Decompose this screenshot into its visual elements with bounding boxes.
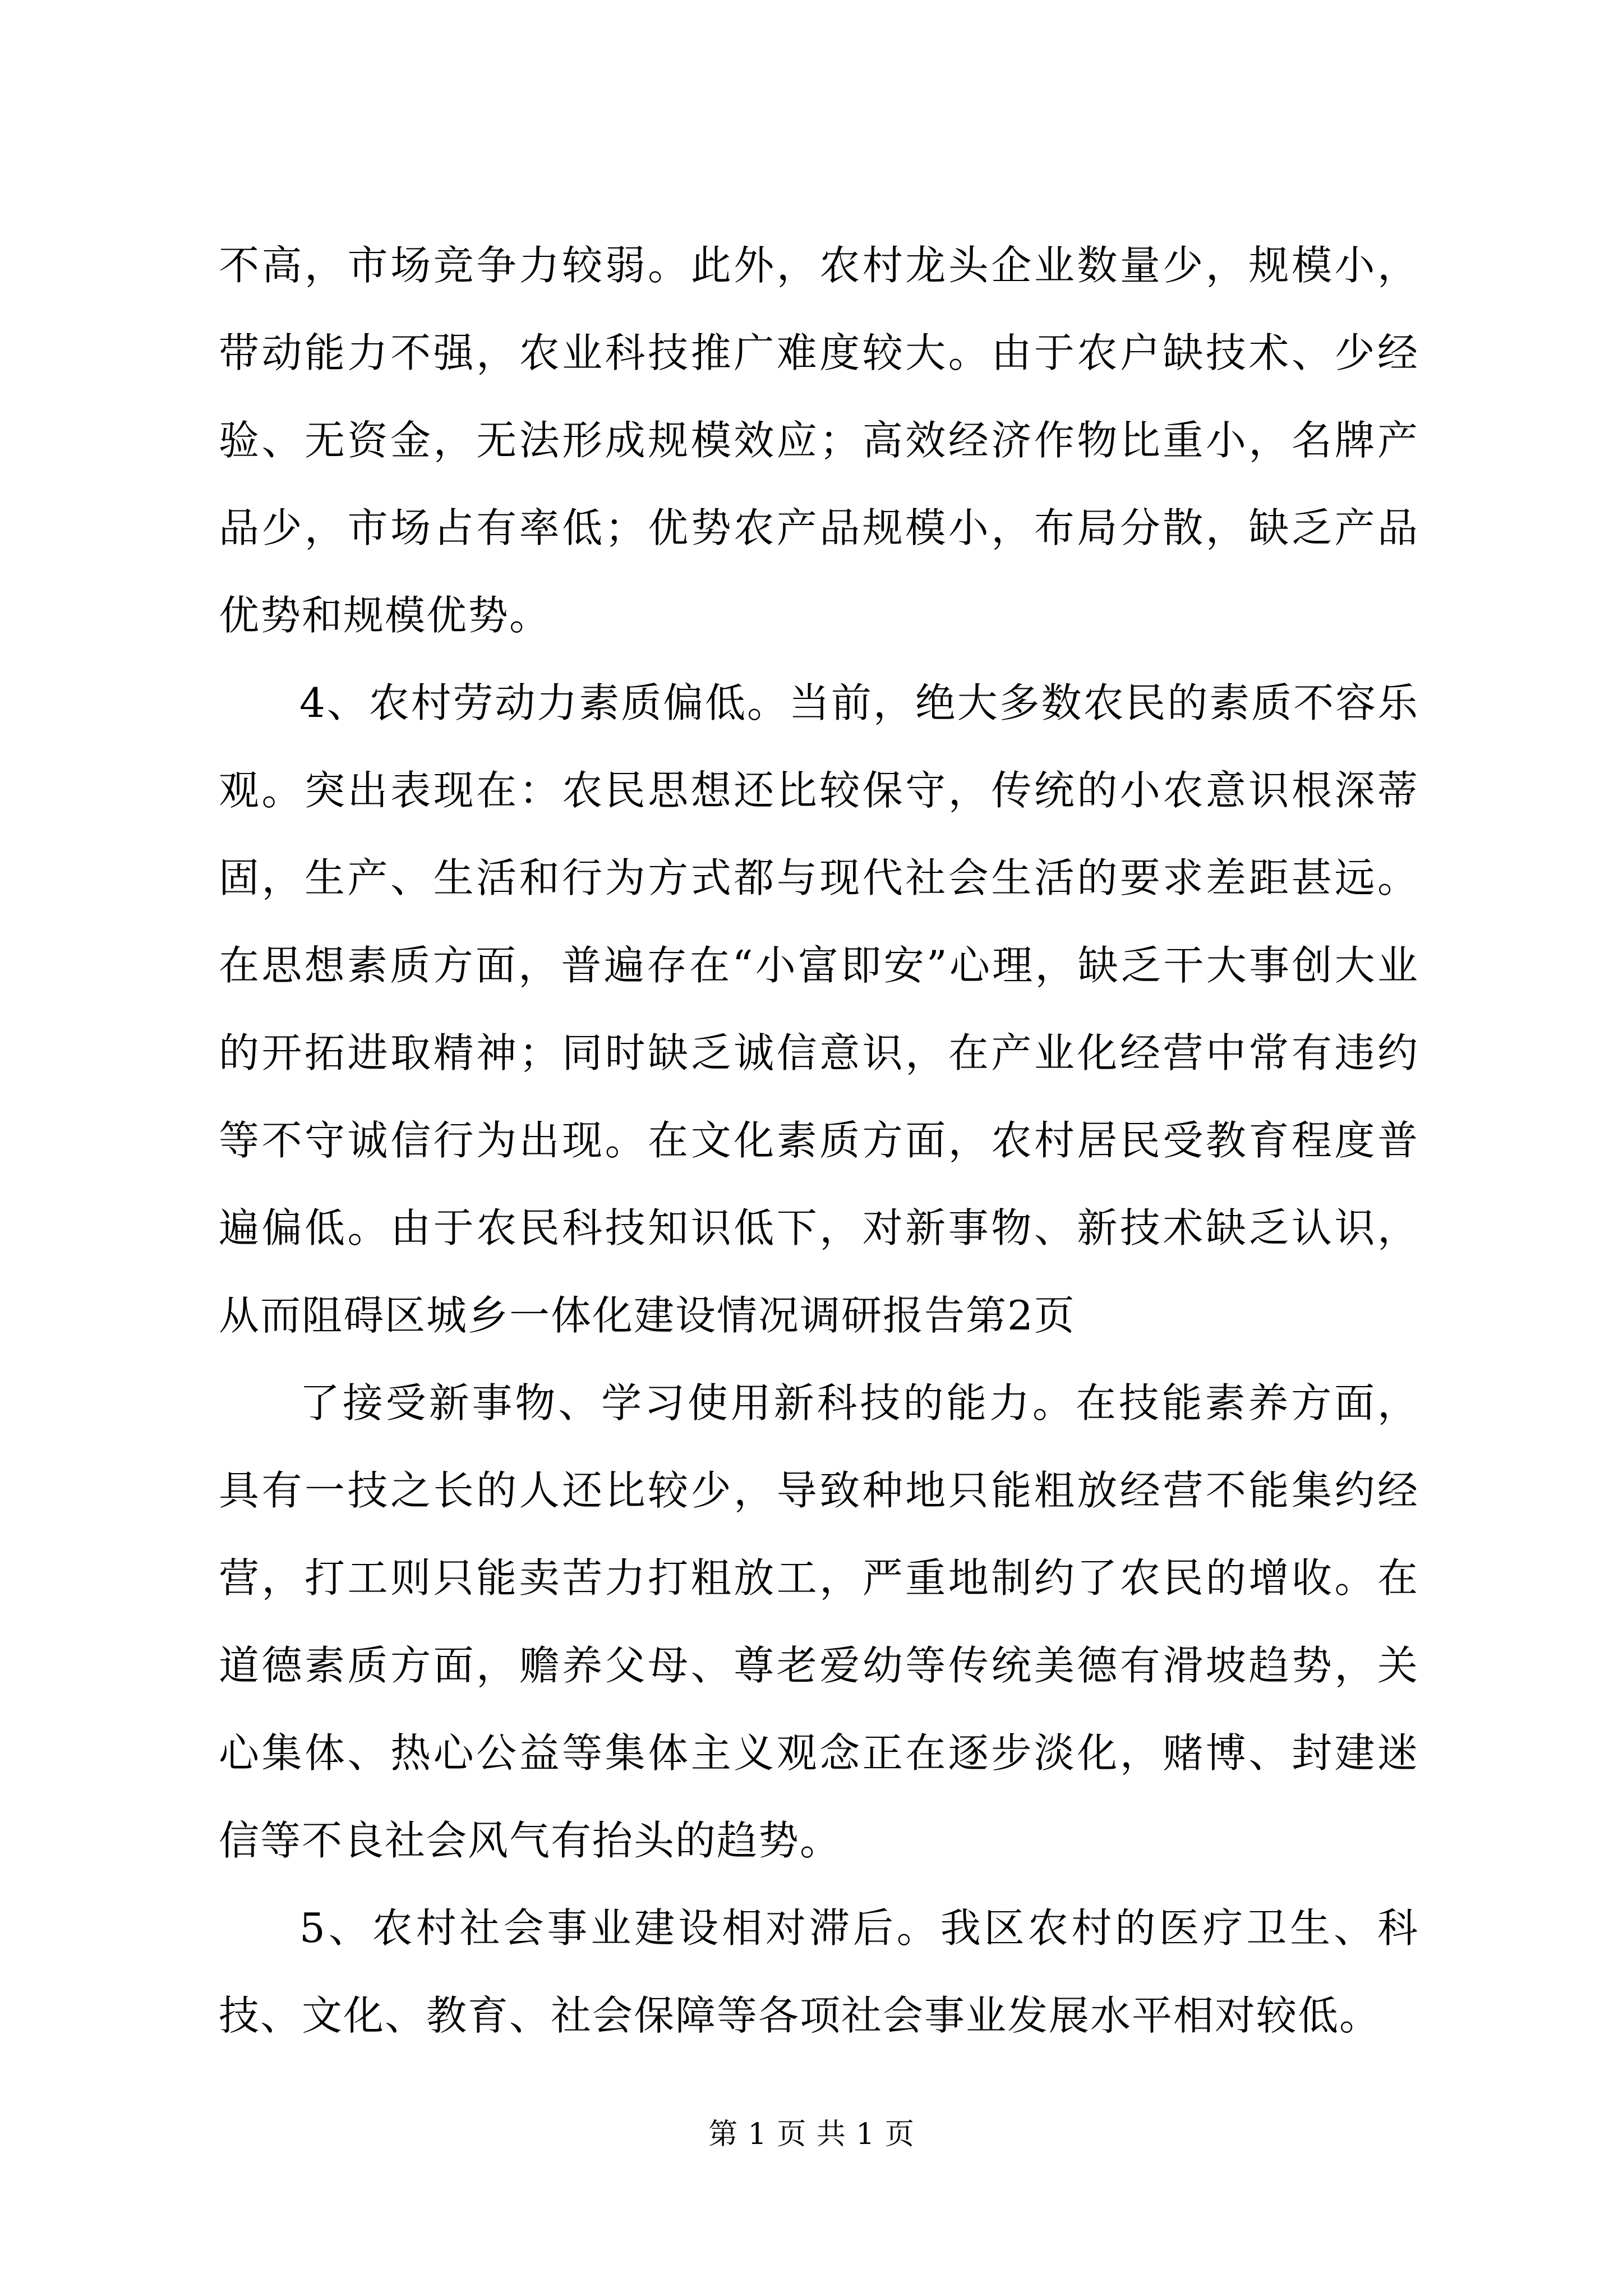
paragraph-2: 4、农村劳动力素质偏低。当前，绝大多数农民的素质不容乐观。突出表现在：农民思想还比较保守，传统的小农意识根深蒂固，生产、生活和行为方式都与现代社会生活的要求差距甚远。在思想素质方面，普遍存在“小富即安”心理，缺乏干大事创大业的开拓进取精神；同时缺乏诚信意识，在产业化经营中常有违约等不守诚信行为出现。在文化素质方面，农村居民受教育程度普遍偏低。由于农民科技知识低下，对新事物、新技术缺乏认识，从而阻碍区城乡一体化建设情况调研报告第2页: [219, 679, 1419, 1339]
document-body: [219, 222, 1419, 2059]
page-footer: 第 1 页 共 1 页: [708, 2118, 915, 2151]
paragraph-3: 了接受新事物、学习使用新科技的能力。在技能素养方面，具有一技之长的人还比较少，导致种地只能粗放经营不能集约经营，打工则只能卖苦力打粗放工，严重地制约了农民的增收。在道德素质方面，赡养父母、尊老爱幼等传统美德有滑坡趋势，关心集体、热心公益等集体主义观念正在逐步淡化，赌博、封建迷信等不良社会风气有抬头的趋势。: [219, 1379, 1419, 1864]
paragraph-1: 不高，市场竞争力较弱。此外，农村龙头企业数量少，规模小，带动能力不强，农业科技推广难度较大。由于农户缺技术、少经验、无资金，无法形成规模效应；高效经济作物比重小，名牌产品少，市场占有率低；优势农产品规模小，布局分散，缺乏产品优势和规模优势。: [219, 242, 1419, 639]
paragraph-4: 5、农村社会事业建设相对滞后。我区农村的医疗卫生、科技、文化、教育、社会保障等各项社会事业发展水平相对较低。: [219, 1904, 1419, 2039]
